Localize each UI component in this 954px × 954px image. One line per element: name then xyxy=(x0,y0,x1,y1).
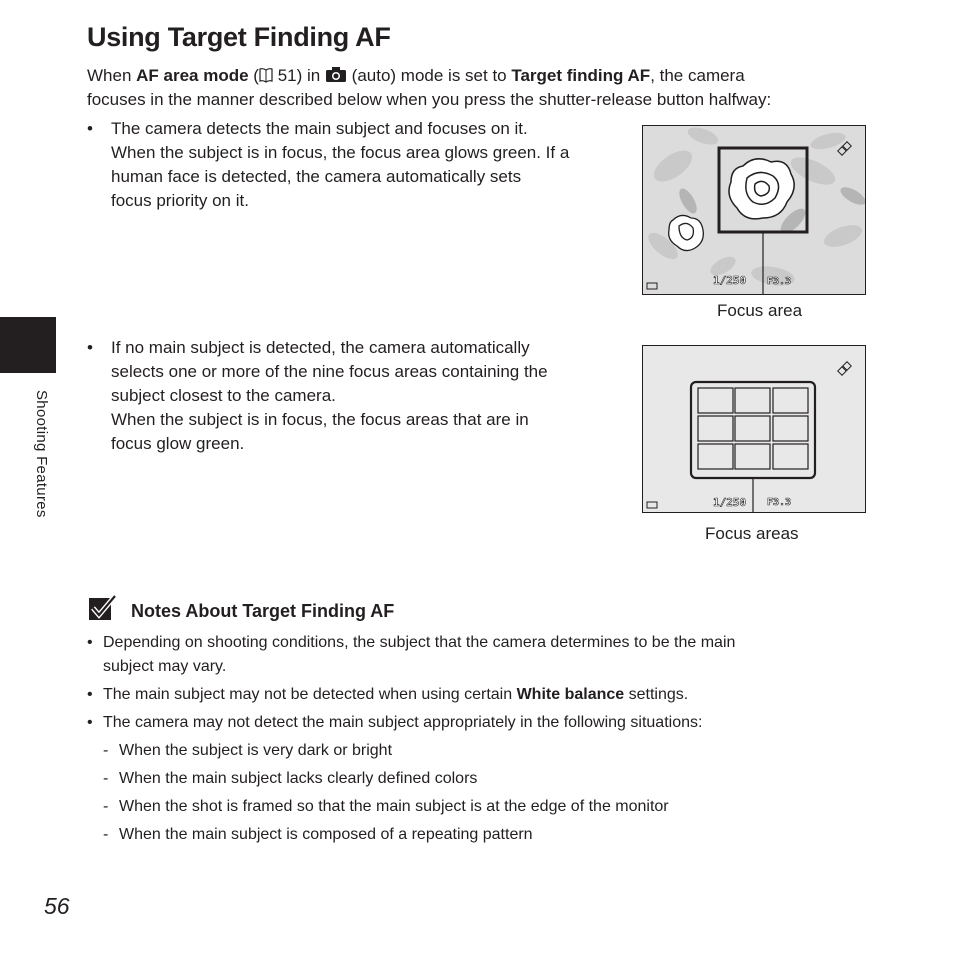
situation-item xyxy=(103,739,843,763)
notes-text: The main subject may not be detected when using certain xyxy=(103,686,517,703)
bullet-text xyxy=(111,336,548,456)
nine-focus-areas-graphic xyxy=(643,346,865,512)
intro-text: When xyxy=(87,66,137,85)
shutter-speed-readout: 1/250 xyxy=(713,274,747,287)
bullet-marker: • xyxy=(87,634,93,651)
situation-text: When the shot is framed so that the main subject is at the edge of the monitor xyxy=(119,798,669,815)
bullet-text xyxy=(111,117,569,213)
section-label: Shooting Features xyxy=(33,390,50,518)
dash-marker: - xyxy=(103,826,109,843)
book-reference-icon xyxy=(259,67,273,83)
auto-mode-camera-icon xyxy=(325,66,347,83)
intro-paragraph xyxy=(87,64,887,112)
bullet-marker: • xyxy=(87,714,93,731)
bullet-line: If no main subject is detected, the camera automatically xyxy=(111,338,530,357)
intro-text: , the camera xyxy=(650,66,745,85)
bullet-line: focus priority on it. xyxy=(111,191,249,210)
bullet-line: selects one or more of the nine focus areas containing the xyxy=(111,362,548,381)
bullet-line: human face is detected, the camera automatically sets xyxy=(111,167,522,186)
caution-check-icon xyxy=(88,594,118,622)
bullet-line: When the subject is in focus, the focus area glows green. If a xyxy=(111,143,570,162)
subject-scene-graphic xyxy=(643,126,865,294)
shutter-speed-readout: 1/250 xyxy=(713,496,747,509)
intro-text: ( xyxy=(248,66,259,85)
bullet-marker: • xyxy=(87,686,93,703)
intro-text: 51) in xyxy=(272,66,325,85)
page-title: Using Target Finding AF xyxy=(87,22,391,52)
battery-icon xyxy=(647,502,657,508)
situation-text: When the main subject is composed of a repeating pattern xyxy=(119,826,533,843)
bullet-no-main-subject xyxy=(87,336,627,461)
notes-heading: Notes About Target Finding AF xyxy=(131,601,395,621)
white-balance-term: White balance xyxy=(516,686,625,703)
bullet-marker: • xyxy=(87,338,93,357)
camera-monitor-subject-illustration xyxy=(642,125,866,295)
section-tab-marker xyxy=(0,317,56,373)
aperture-readout: F3.3 xyxy=(767,497,792,508)
intro-text: (auto) mode is set to xyxy=(346,66,512,85)
intro-text-line2: focuses in the manner described below when you press the shutter-release button halfway: xyxy=(87,90,772,109)
af-icon xyxy=(838,362,851,375)
dash-marker: - xyxy=(103,770,109,787)
af-icon xyxy=(838,142,851,155)
bullet-line: focus glow green. xyxy=(111,434,245,453)
focus-area-caption: Focus area xyxy=(717,301,803,320)
af-area-mode-term: AF area mode xyxy=(136,66,249,85)
aperture-readout: F3.3 xyxy=(767,276,792,287)
situation-text: When the subject is very dark or bright xyxy=(119,742,393,759)
dash-marker: - xyxy=(103,798,109,815)
notes-line: Depending on shooting conditions, the subject that the camera determines to be the main xyxy=(103,634,736,651)
situation-item xyxy=(103,823,843,847)
focus-areas-caption: Focus areas xyxy=(705,524,799,543)
notes-text: settings. xyxy=(624,686,689,703)
bullet-line: The camera detects the main subject and focuses on it. xyxy=(111,119,528,138)
page-number: 56 xyxy=(44,893,70,919)
bullet-line: When the subject is in focus, the focus areas that are in xyxy=(111,410,529,429)
bullet-main-subject xyxy=(87,117,627,217)
situation-text: When the main subject lacks clearly defined colors xyxy=(119,770,478,787)
camera-monitor-nine-areas-illustration xyxy=(642,345,866,513)
battery-icon xyxy=(647,283,657,289)
bullet-line: subject closest to the camera. xyxy=(111,386,336,405)
dash-marker: - xyxy=(103,742,109,759)
notes-line: subject may vary. xyxy=(103,658,227,675)
situation-item xyxy=(103,767,843,791)
bullet-marker: • xyxy=(87,119,93,138)
notes-text: The camera may not detect the main subject appropriately in the following situations: xyxy=(103,714,703,731)
target-finding-af-term: Target finding AF xyxy=(511,66,651,85)
situation-item xyxy=(103,795,843,819)
